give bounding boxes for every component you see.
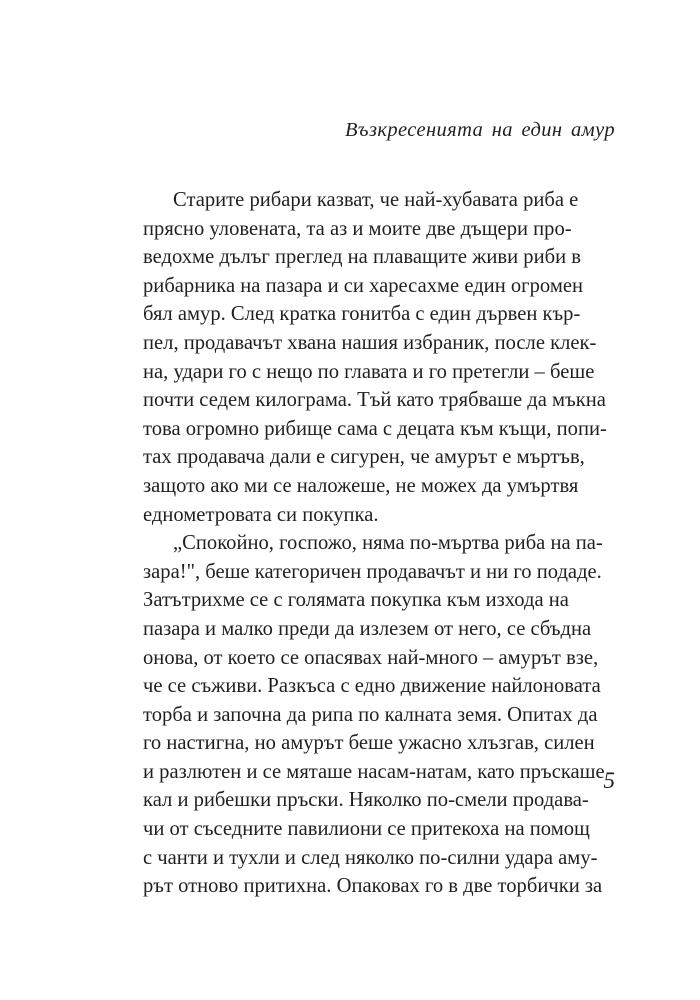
text-line: зара!", беше категоричен продавачът и ни го подаде. — [143, 560, 602, 583]
text-line: го настигна, но амурът беше ужасно хлъзгав, силен — [143, 732, 595, 755]
text-line: това огромно рибище сама с децата към къщи, попи- — [143, 417, 607, 440]
text-line: кал и рибешки пръски. Няколко по-смели продава- — [143, 789, 589, 812]
text-line: пел, продавачът хвана нашия избраник, после клек- — [143, 331, 597, 354]
body-text — [143, 186, 607, 901]
text-line: „Спокойно, госпожо, няма по-мъртва риба на па- — [173, 532, 603, 555]
page-number: 5 — [603, 768, 615, 793]
text-line: ведохме дълъг преглед на плаващите живи риби в — [143, 246, 581, 269]
text-line: защото ако ми се наложеше, не можех да умъртвя — [143, 474, 579, 497]
text-line: и разлютен и се мяташе насам-натам, като пръскаше — [143, 760, 605, 783]
text-line: тах продавача дали е сигурен, че амурът е мъртъв, — [143, 446, 585, 469]
text-line: с чанти и тухли и след няколко по-силни удара аму- — [143, 846, 598, 869]
text-line: бял амур. След кратка гонитба с един дървен кър- — [143, 303, 581, 326]
text-line: рибарника на пазара и си харесахме един огромен — [143, 274, 584, 297]
text-line: почти седем килограма. Тъй като трябваше да мъкна — [143, 389, 606, 412]
text-line: чи от съседните павилиони се притекоха на помощ — [143, 818, 590, 841]
text-line: еднометровата си покупка. — [143, 503, 379, 526]
text-line: онова, от което се опасявах най-много – амурът взе, — [143, 646, 599, 669]
text-line: че се съживи. Разкъса с едно движение найлоновата — [143, 675, 601, 698]
text-line: торба и започна да рипа по калната земя. Опитах да — [143, 703, 598, 726]
text-line: Затътрихме се с голямата покупка към изхода на — [143, 589, 569, 612]
text-line: на, удари го с нещо по главата и го претегли – беше — [143, 360, 595, 383]
text-line: Старите рибари казват, че най-хубавата риба е — [173, 189, 579, 211]
text-line: рът отново притихна. Опаковах го в две торбички за — [143, 875, 603, 898]
text-line: прясно уловената, та аз и моите две дъщери про- — [143, 217, 572, 240]
running-head: Възкресенията на един амур — [345, 119, 615, 141]
text-line: пазара и малко преди да излезем от него, се сбъдна — [143, 617, 592, 640]
